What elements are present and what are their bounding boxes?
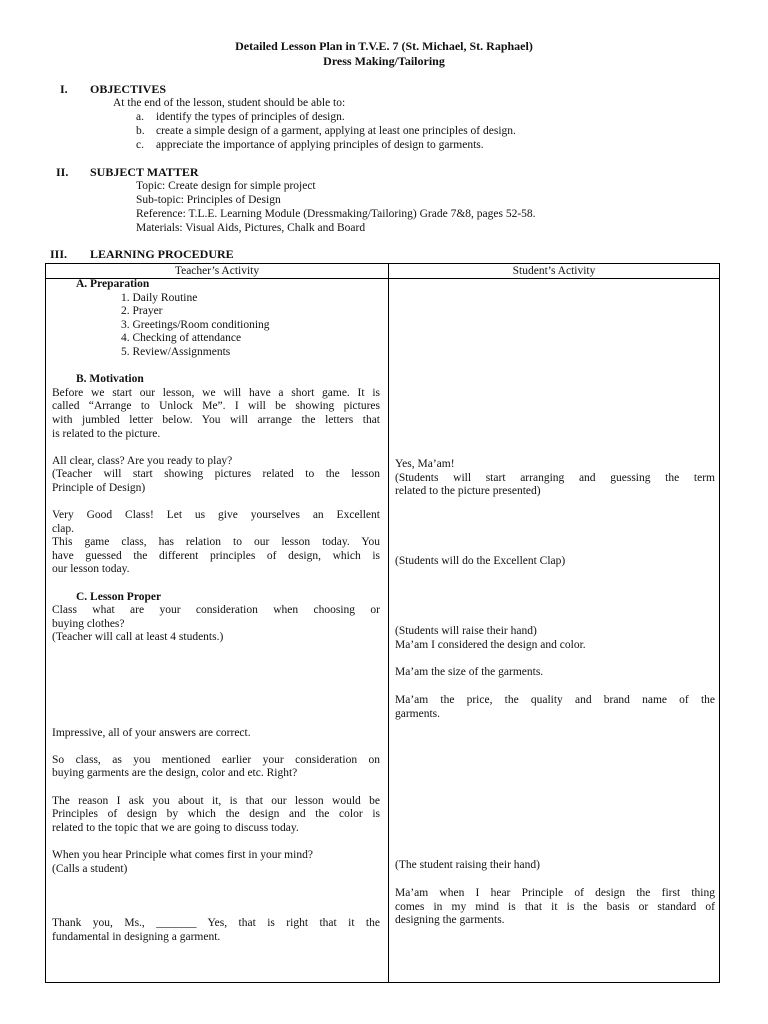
student-text: comes in my mind is that it is the basis or standard of [395,900,715,913]
student-response-6 [395,859,715,873]
document-subtitle: Dress Making/Tailoring [323,54,445,68]
section-heading-objectives: OBJECTIVES [90,82,167,96]
student-response-7 [395,887,715,928]
prep-item: 4. Checking of attendance [121,332,242,345]
section-number-procedure: III. [50,247,68,261]
student-text: (Students will do the Excellent Clap) [395,555,566,567]
lesson-text: Class what are your consideration when choosing or [52,604,380,617]
lesson-text: The reason I ask you about it, is that our lesson would be [52,794,380,807]
motivation-text: clap. [52,522,75,535]
section-heading-subject: SUBJECT MATTER [90,165,199,179]
document-title: Detailed Lesson Plan in T.V.E. 7 (St. Michael, St. Raphael) [235,39,533,53]
subject-reference: Reference: T.L.E. Learning Module (Dressmaking/Tailoring) Grade 7&8, pages 52-58. [136,208,536,220]
lesson-text: Impressive, all of your answers are correct. [52,726,251,739]
objective-text: appreciate the importance of applying principles of design to garments. [156,139,484,151]
subject-subtopic: Sub-topic: Principles of Design [136,194,281,206]
motivation-text: (Teacher will start showing pictures related to the lesson [52,468,380,481]
section-number-objectives: I. [60,82,68,96]
lesson-text: fundamental in designing a garment. [52,930,221,943]
prep-item: 1. Daily Routine [121,291,198,304]
motivation-text: All clear, class? Are you ready to play? [52,454,233,467]
lesson-proper-heading: C. Lesson Proper [76,590,162,603]
lesson-text: (Calls a student) [52,862,128,875]
motivation-text: our lesson today. [52,563,130,576]
objective-text: create a simple design of a garment, applying at least one principles of design. [156,125,516,137]
student-text: (The student raising their hand) [395,859,540,871]
motivation-text: Very Good Class! Let us give yourselves an Excellent [52,509,380,522]
prep-item: 2. Prayer [121,305,163,318]
objectives-intro: At the end of the lesson, student should be able to: [113,97,346,109]
lesson-text: So class, as you mentioned earlier your consideration on [52,753,380,766]
column-header-student: Student’s Activity [512,265,596,277]
objective-letter: b. [136,125,145,137]
motivation-text: is related to the picture. [52,427,161,440]
teacher-column [52,278,380,944]
motivation-text: This game class, has relation to our lesson today. You [52,536,380,549]
student-text: Yes, Ma’am! [395,458,455,470]
lesson-text: When you hear Principle what comes first in your mind? [52,848,313,861]
lesson-text: buying clothes? [52,617,125,630]
column-header-teacher: Teacher’s Activity [174,265,260,277]
motivation-text: Principle of Design) [52,481,146,494]
student-text: garments. [395,707,441,720]
objective-text: identify the types of principles of design. [156,111,345,123]
lesson-text: Thank you, Ms., _______ Yes, that is right that it the [52,916,380,929]
activity-table [45,263,720,983]
section-number-subject: II. [56,165,69,179]
preparation-heading: A. Preparation [76,278,150,290]
lesson-text: (Teacher will call at least 4 students.) [52,631,224,644]
lesson-text: buying garments are the design, color and etc. Right? [52,767,298,780]
motivation-heading: B. Motivation [76,373,144,386]
table-column-divider [388,264,389,982]
student-text: Ma’am the size of the garments. [395,666,544,678]
student-text: related to the picture presented) [395,485,541,498]
student-response-4 [395,666,715,680]
student-response-1 [395,458,715,499]
student-response-3 [395,625,715,652]
student-text: Ma’am the price, the quality and brand name of the [395,694,715,706]
motivation-text: Before we start our lesson, we will have a short game. It is [52,386,380,399]
student-text: designing the garments. [395,914,505,927]
objective-letter: a. [136,111,144,123]
prep-item: 5. Review/Assignments [121,345,231,358]
student-response-2 [395,555,715,569]
subject-materials: Materials: Visual Aids, Pictures, Chalk and Board [136,222,366,234]
student-text: (Students will start arranging and guessing the term [395,471,715,484]
objective-letter: c. [136,139,144,151]
motivation-text: have guessed the different principles of design, which is [52,549,380,562]
lesson-text: related to the topic that we are going to discuss today. [52,821,299,834]
lesson-text: Principles of design by which the design and the color is [52,808,380,821]
motivation-text: called “Arrange to Unlock Me”. I will be showing pictures [52,400,380,413]
motivation-text: with jumbled letter below. You will arrange the letters that [52,413,380,426]
section-heading-procedure: LEARNING PROCEDURE [90,247,234,261]
student-text: Ma’am I considered the design and color. [395,638,586,651]
student-text: Ma’am when I hear Principle of design the first thing [395,887,715,899]
student-text: (Students will raise their hand) [395,625,537,637]
subject-topic: Topic: Create design for simple project [136,180,316,192]
prep-item: 3. Greetings/Room conditioning [121,318,270,331]
student-response-5 [395,694,715,721]
